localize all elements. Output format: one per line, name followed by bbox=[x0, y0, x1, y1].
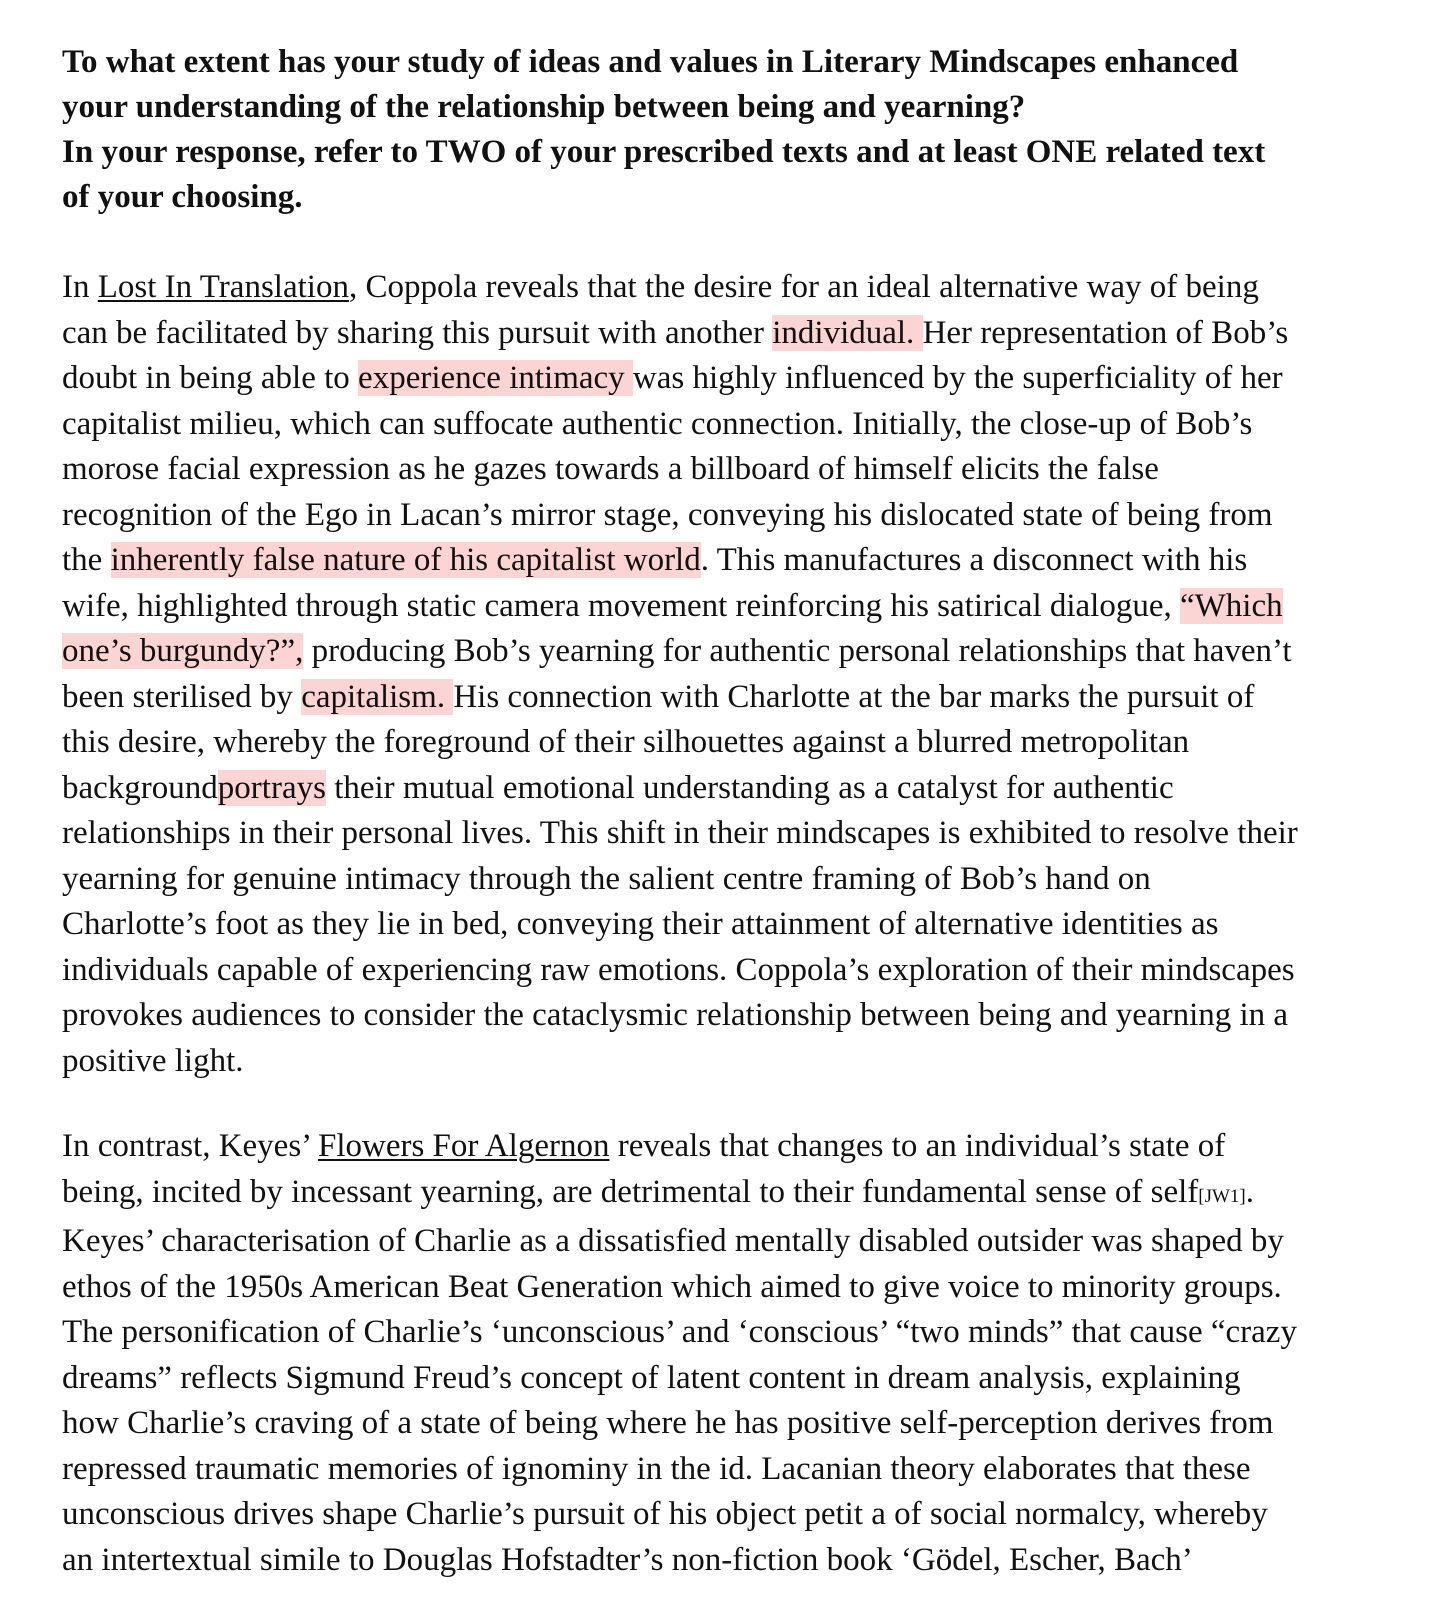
text-line: morose facial expression as he gazes towards a billboard of himself elicits the false bbox=[62, 451, 1159, 487]
text-line: Charlotte’s foot as they lie in bed, conveying their attainment of alternative identities as bbox=[62, 906, 1219, 942]
text-run: background bbox=[62, 769, 218, 806]
question-line: To what extent has your study of ideas and values in Literary Mindscapes enhanced bbox=[62, 44, 1239, 80]
text-line: how Charlie’s craving of a state of being where he has positive self-perception derives from bbox=[62, 1405, 1274, 1441]
text-line: an intertextual simile to Douglas Hofstadter’s non-fiction book ‘Gödel, Escher, Bach’ bbox=[62, 1541, 1193, 1578]
comment-highlight[interactable]: individual. bbox=[772, 314, 923, 351]
text-line bbox=[62, 538, 1384, 584]
text-line bbox=[62, 1124, 1384, 1170]
text-line bbox=[62, 265, 1384, 311]
essay-question bbox=[62, 40, 1384, 220]
text-line: provokes audiences to consider the cataclysmic relationship between being and yearning in a bbox=[62, 997, 1289, 1033]
text-run: His connection with Charlotte at the bar marks the pursuit of bbox=[453, 678, 1255, 715]
text-line bbox=[62, 356, 1384, 402]
text-run: been sterilised by bbox=[62, 678, 302, 715]
text-line bbox=[62, 675, 1384, 721]
text-line bbox=[62, 629, 1384, 675]
text-line: positive light. bbox=[62, 1042, 244, 1079]
text-line: capitalist milieu, which can suffocate authentic connection. Initially, the close-up of Bob’s bbox=[62, 405, 1253, 442]
text-line: The personification of Charlie’s ‘unconscious’ and ‘conscious’ “two minds” that cause “crazy bbox=[62, 1314, 1297, 1350]
text-line bbox=[62, 584, 1384, 630]
text-run: their mutual emotional understanding as a catalyst for authentic bbox=[325, 769, 1174, 806]
text-run: can be facilitated by sharing this pursuit with another bbox=[62, 314, 773, 351]
question-line: of your choosing. bbox=[62, 179, 303, 215]
text-run: wife, highlighted through static camera movement reinforcing his satirical dialogue, bbox=[62, 587, 1180, 624]
text-line: Keyes’ characterisation of Charlie as a dissatisfied mentally disabled outsider was shaped by bbox=[62, 1223, 1284, 1259]
text-run: . This manufactures a disconnect with his bbox=[700, 542, 1248, 578]
comment-highlight[interactable]: one’s burgundy?”, bbox=[62, 633, 304, 669]
question-line: In your response, refer to TWO of your prescribed texts and at least ONE related text bbox=[62, 134, 1266, 170]
text-run: was highly influenced by the superficiality of her bbox=[632, 360, 1283, 396]
comment-reference[interactable]: [JW1] bbox=[1198, 1185, 1246, 1207]
text-run: doubt in being able to bbox=[62, 360, 359, 396]
text-run: , Coppola reveals that the desire for an ideal alternative way of being bbox=[348, 269, 1259, 305]
text-line: relationships in their personal lives. This shift in their mindscapes is exhibited to resolve their bbox=[62, 815, 1298, 851]
comment-highlight[interactable]: capitalism. bbox=[301, 678, 454, 715]
text-line bbox=[62, 311, 1384, 357]
paragraph-lost-in-translation bbox=[62, 265, 1384, 1084]
text-line bbox=[62, 1170, 1384, 1220]
comment-highlight[interactable]: inherently false nature of his capitalist world bbox=[110, 542, 701, 578]
text-line: yearning for genuine intimacy through the salient centre framing of Bob’s hand on bbox=[62, 860, 1151, 897]
text-run: Her representation of Bob’s bbox=[922, 314, 1289, 351]
comment-highlight[interactable]: portrays bbox=[217, 769, 326, 806]
text-run: the bbox=[62, 542, 111, 578]
text-line: unconscious drives shape Charlie’s pursuit of his object petit a of social normalcy, whereby bbox=[62, 1496, 1268, 1532]
text-run: . bbox=[1245, 1173, 1255, 1210]
text-run: In contrast, Keyes’ bbox=[62, 1128, 318, 1164]
text-run: producing Bob’s yearning for authentic personal relationships that haven’t bbox=[303, 633, 1292, 669]
text-line: dreams” reflects Sigmund Freud’s concept of latent content in dream analysis, explaining bbox=[62, 1359, 1241, 1396]
text-title-flowers-for-algernon: Flowers For Algernon bbox=[317, 1128, 610, 1164]
text-line: individuals capable of experiencing raw emotions. Coppola’s exploration of their mindscapes bbox=[62, 951, 1295, 988]
text-line: ethos of the 1950s American Beat Generation which aimed to give voice to minority groups. bbox=[62, 1268, 1282, 1305]
paragraph-flowers-for-algernon bbox=[62, 1124, 1384, 1583]
text-run: In bbox=[62, 269, 98, 305]
text-line: repressed traumatic memories of ignominy in the id. Lacanian theory elaborates that these bbox=[62, 1450, 1251, 1487]
question-line: your understanding of the relationship between being and yearning? bbox=[62, 89, 1026, 125]
text-title-lost-in-translation: Lost In Translation bbox=[97, 269, 349, 305]
text-line bbox=[62, 766, 1384, 812]
text-run: reveals that changes to an individual’s state of bbox=[609, 1128, 1226, 1164]
text-line: this desire, whereby the foreground of their silhouettes against a blurred metropolitan bbox=[62, 724, 1190, 760]
text-line: recognition of the Ego in Lacan’s mirror stage, conveying his dislocated state of being from bbox=[62, 496, 1273, 533]
text-run: being, incited by incessant yearning, are detrimental to their fundamental sense of self bbox=[62, 1173, 1199, 1210]
comment-highlight[interactable]: “Which bbox=[1180, 587, 1283, 624]
comment-highlight[interactable]: experience intimacy bbox=[358, 360, 633, 396]
